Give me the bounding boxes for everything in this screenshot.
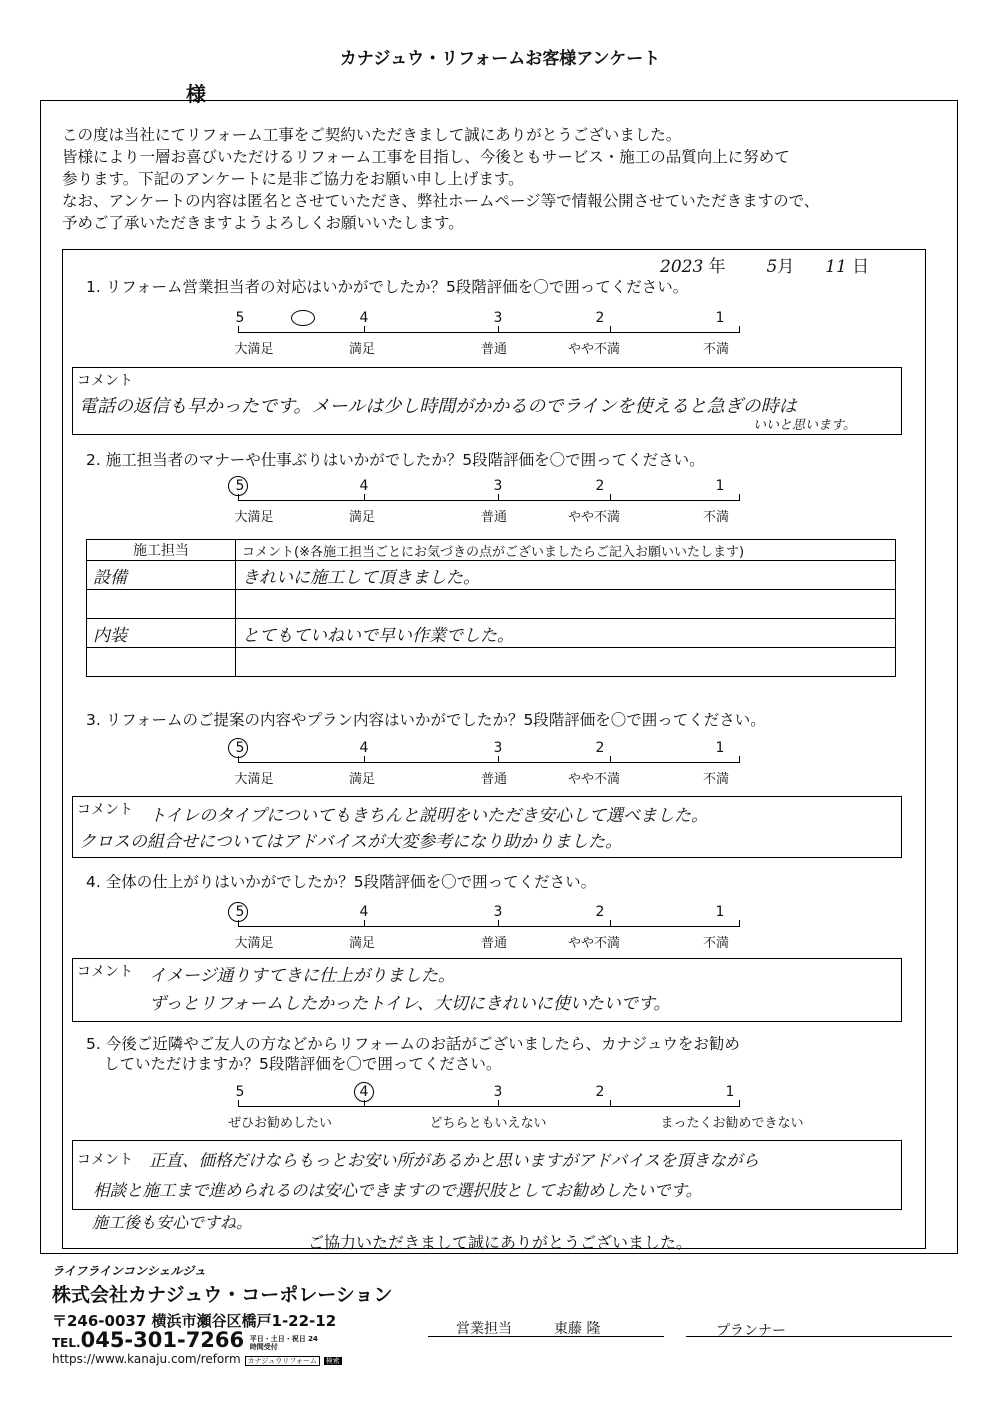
scale-number-3: 3 <box>493 1084 503 1100</box>
scale-tick <box>498 756 499 763</box>
comment-box-1 <box>72 367 902 435</box>
comment-line: イメージ通りすてきに仕上がりました。 <box>149 966 455 986</box>
staff-role: 内装 <box>87 619 236 648</box>
intro-line: この度は当社にてリフォーム工事をご契約いただきまして誠にありがとうございました。 <box>62 126 682 144</box>
brand-tagline: ライフラインコンシェルジュ <box>52 1264 206 1278</box>
question-3: 3. リフォームのご提案の内容やプラン内容はいかがでしたか？5段階評価を〇で囲ってください。 <box>86 711 766 729</box>
table-header-role: 施工担当 <box>87 540 236 561</box>
scale-tick <box>739 920 740 927</box>
comment-label: コメント <box>77 1152 133 1168</box>
scale-number-5: 5 <box>235 904 245 920</box>
scale-label-2: やや不満 <box>567 510 621 525</box>
scale-number-2: 2 <box>595 310 605 326</box>
scale-label-3: 普通 <box>480 510 508 525</box>
scale-tick <box>739 326 740 333</box>
scale-tick <box>610 326 611 333</box>
comment-box-5 <box>72 1140 902 1210</box>
rating-scale-2 <box>232 478 740 525</box>
scale-number-1: 1 <box>715 904 725 920</box>
scale-tick <box>498 920 499 927</box>
scale-number-2: 2 <box>595 740 605 756</box>
scale-number-4: 4 <box>359 1084 369 1100</box>
scale-label-2: やや不満 <box>567 772 621 787</box>
table-row <box>87 648 896 677</box>
scale-label-3: 普通 <box>480 772 508 787</box>
staff-comment: とてもていねいで早い作業でした。 <box>236 619 896 648</box>
comment-line: ずっとリフォームしたかったトイレ、大切にきれいに使いたいです。 <box>149 994 671 1014</box>
company-phone <box>52 1328 324 1352</box>
table-row <box>87 590 896 619</box>
scale-label-3: どちらともいえない <box>429 1116 547 1131</box>
scale-number-1: 1 <box>715 740 725 756</box>
company-address: 〒246-0037 横浜市瀬谷区橋戸1-22-12 <box>52 1312 337 1330</box>
question-5: 5. 今後ご近隣やご友人の方などからリフォームのお話がございましたら、カナジュウをお勧め <box>86 1035 740 1053</box>
sales-rep-name: 東藤 隆 <box>554 1321 601 1337</box>
date-year: 2023 <box>660 257 704 277</box>
comment-extra-line: 施工後も安心ですね。 <box>92 1213 253 1232</box>
comment-line: クロスの組合せについてはアドバイスが大変参考になり助かりました。 <box>79 832 623 852</box>
scale-line <box>238 762 740 763</box>
scale-tick <box>610 920 611 927</box>
scale-label-4: 満足 <box>348 510 376 525</box>
table-row <box>87 619 896 648</box>
intro-line: 予めご了承いただきますようよろしくお願いいたします。 <box>62 214 464 232</box>
scale-label-4: 満足 <box>348 936 376 951</box>
scale-number-4: 4 <box>359 740 369 756</box>
scale-label-1: まったくお勧めできない <box>660 1116 804 1131</box>
comment-box-3 <box>72 796 902 858</box>
scale-label-4: 満足 <box>348 772 376 787</box>
rating-scale-1 <box>232 310 740 357</box>
scale-number-5: 5 <box>235 740 245 756</box>
search-button: 検索 <box>325 1357 340 1365</box>
rating-circle <box>291 310 315 326</box>
scale-label-5: 大満足 <box>234 342 274 357</box>
scale-number-4: 4 <box>359 310 369 326</box>
scale-number-1: 1 <box>715 310 725 326</box>
scale-label-1: 不満 <box>702 936 730 951</box>
date <box>660 252 869 277</box>
rating-circle <box>228 902 248 922</box>
scale-number-3: 3 <box>493 478 503 494</box>
scale-tick <box>739 1100 740 1107</box>
comment-line: 正直、価格だけならもっとお安い所があるかと思いますがアドバイスを頂きながら <box>149 1151 760 1170</box>
scale-number-2: 2 <box>595 1084 605 1100</box>
scale-line <box>238 1106 740 1107</box>
scale-tick <box>498 326 499 333</box>
scale-number-3: 3 <box>493 740 503 756</box>
scale-tick <box>498 494 499 501</box>
scale-number-4: 4 <box>359 478 369 494</box>
intro-line: 皆様により一層お喜びいただけるリフォーム工事を目指し、今後ともサービス・施工の品質向上に努めて <box>62 148 790 166</box>
scale-label-5: ぜひお勧めしたい <box>227 1116 333 1131</box>
thanks-message: ご協力いただきまして誠にありがとうございました。 <box>307 1233 692 1252</box>
scale-tick <box>238 326 239 333</box>
staff-table <box>86 539 896 677</box>
tel-prefix: TEL. <box>52 1336 81 1350</box>
scale-tick <box>364 920 365 927</box>
scale-line <box>238 500 740 501</box>
scale-tick <box>498 1100 499 1107</box>
scale-tick <box>364 326 365 333</box>
honorific: 様 <box>186 82 206 106</box>
tel-number: 045-301-7266 <box>80 1328 245 1352</box>
scale-label-1: 不満 <box>702 772 730 787</box>
scale-number-3: 3 <box>493 310 503 326</box>
company-url[interactable]: https://www.kanaju.com/reform <box>52 1352 241 1366</box>
question-1: 1. リフォーム営業担当者の対応はいかがでしたか？5段階評価を〇で囲ってください。 <box>86 278 689 296</box>
table-row <box>87 561 896 590</box>
table-header-row <box>87 540 896 561</box>
comment-label: コメント <box>77 964 133 980</box>
scale-number-4: 4 <box>359 904 369 920</box>
comment-line: 相談と施工まで進められるのは安心できますので選択肢としてお勧めしたいです。 <box>93 1181 703 1200</box>
rating-scale-4 <box>232 904 740 951</box>
scale-line <box>238 332 740 333</box>
intro-text <box>62 124 942 234</box>
comment-line: トイレのタイプについてもきちんと説明をいただき安心して選べました。 <box>149 806 708 826</box>
company-web <box>52 1352 342 1366</box>
company-name: 株式会社カナジュウ・コーポレーション <box>52 1284 393 1306</box>
intro-line: なお、アンケートの内容は匿名とさせていただき、弊社ホームページ等で情報公開させていただきますので、 <box>62 192 820 210</box>
scale-label-2: やや不満 <box>567 342 621 357</box>
scale-tick <box>739 494 740 501</box>
scale-number-1: 1 <box>715 478 725 494</box>
date-day: 11 <box>825 257 847 277</box>
scale-label-1: 不満 <box>702 342 730 357</box>
rating-scale-3 <box>232 740 740 787</box>
planner-label: プランナー <box>716 1323 786 1339</box>
scale-number-5: 5 <box>235 478 245 494</box>
scale-label-3: 普通 <box>480 936 508 951</box>
scale-number-1: 1 <box>725 1084 735 1100</box>
scale-label-5: 大満足 <box>234 936 274 951</box>
comment-label: コメント <box>77 802 133 818</box>
date-day-unit: 日 <box>852 257 870 277</box>
staff-role: 設備 <box>87 561 236 590</box>
date-month-unit: 月 <box>777 257 795 277</box>
intro-line: 参ります。下記のアンケートに是非ご協力をお願い申し上げます。 <box>62 170 524 188</box>
hours-note: 平日・土日・祝日 24時間受付 <box>249 1334 318 1351</box>
comment-line: いいと思います。 <box>753 418 856 433</box>
scale-tick <box>364 494 365 501</box>
scale-number-2: 2 <box>595 478 605 494</box>
scale-tick <box>364 756 365 763</box>
question-5-cont: していただけますか？5段階評価を〇で囲ってください。 <box>104 1055 502 1073</box>
scale-label-5: 大満足 <box>234 510 274 525</box>
scale-line <box>238 926 740 927</box>
page-title: カナジュウ・リフォームお客様アンケート <box>339 49 661 69</box>
scale-tick <box>238 1100 239 1107</box>
date-month: 5 <box>766 257 778 277</box>
rating-scale-5 <box>227 1084 804 1131</box>
scale-tick <box>739 756 740 763</box>
question-4: 4. 全体の仕上がりはいかがでしたか？5段階評価を〇で囲ってください。 <box>86 873 597 891</box>
rating-circle <box>228 738 248 758</box>
comment-box-4 <box>72 958 902 1022</box>
comment-line: 電話の返信も早かったです。メールは少し時間がかかるのでラインを使えると急ぎの時は <box>79 396 797 417</box>
scale-number-5: 5 <box>235 310 245 326</box>
scale-number-3: 3 <box>493 904 503 920</box>
scale-tick <box>610 494 611 501</box>
sales-rep-label: 営業担当 <box>456 1321 512 1337</box>
scale-label-5: 大満足 <box>234 772 274 787</box>
search-box: カナジュウリフォーム <box>245 1356 320 1366</box>
scale-number-2: 2 <box>595 904 605 920</box>
scale-number-5: 5 <box>235 1084 245 1100</box>
scale-tick <box>610 1100 611 1107</box>
scale-label-3: 普通 <box>480 342 508 357</box>
scale-label-2: やや不満 <box>567 936 621 951</box>
scale-label-4: 満足 <box>348 342 376 357</box>
rating-circle <box>354 1082 374 1102</box>
question-2: 2. 施工担当者のマナーや仕事ぶりはいかがでしたか？5段階評価を〇で囲ってください。 <box>86 451 705 469</box>
scale-label-1: 不満 <box>702 510 730 525</box>
scale-tick <box>610 756 611 763</box>
staff-comment: きれいに施工して頂きました。 <box>236 561 896 590</box>
table-header-comment: コメント(※各施工担当ごとにお気づきの点がございましたらご記入お願いいたします) <box>236 540 896 561</box>
date-year-unit: 年 <box>708 257 726 277</box>
comment-label: コメント <box>77 373 133 389</box>
rating-circle <box>228 476 248 496</box>
